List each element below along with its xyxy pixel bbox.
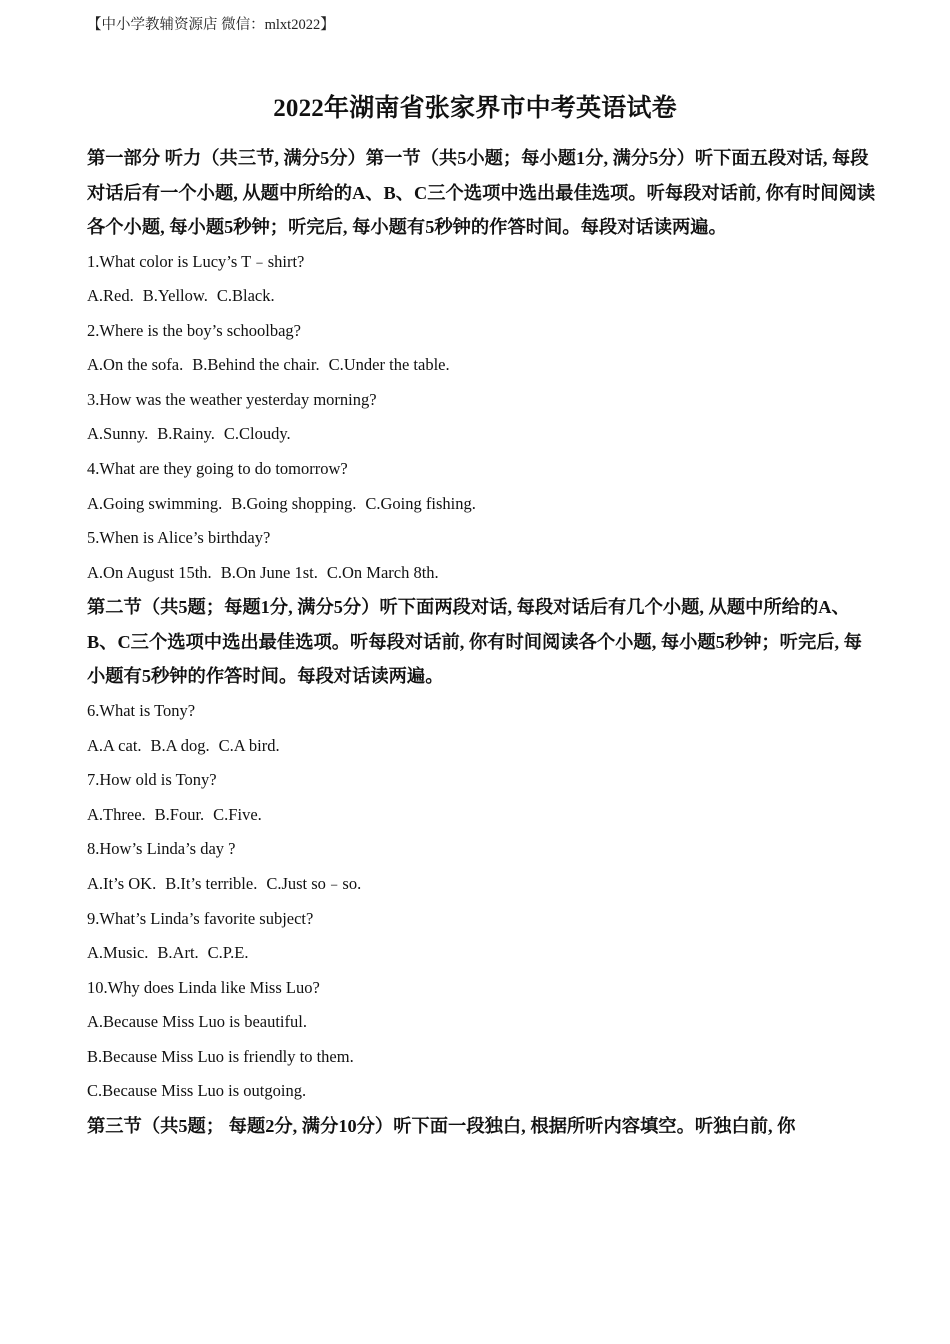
option-a: A.On August 15th. bbox=[87, 562, 212, 582]
option-b: B.Rainy. bbox=[157, 424, 215, 444]
question-5: 5.When is Alice’s birthday? bbox=[87, 528, 271, 548]
option-b: B.A dog. bbox=[150, 735, 210, 755]
option-c: C.Under the table. bbox=[328, 355, 450, 375]
option-a: A.Three. bbox=[87, 804, 146, 824]
option-a: A.It’s OK. bbox=[87, 873, 157, 893]
option-c: C.Just so﹣so. bbox=[266, 873, 362, 893]
option-c: C.Black. bbox=[216, 286, 275, 306]
option-a: A.Red. bbox=[87, 286, 134, 306]
option-a: A.Sunny. bbox=[87, 424, 149, 444]
option-b: B.Behind the chair. bbox=[192, 355, 320, 375]
question-7-options bbox=[87, 798, 877, 833]
question-1-options bbox=[87, 279, 877, 314]
option-b: B.Four. bbox=[154, 804, 205, 824]
option-a: A.Because Miss Luo is beautiful. bbox=[87, 1012, 307, 1032]
question-3: 3.How was the weather yesterday morning? bbox=[87, 389, 377, 409]
question-4-options bbox=[87, 487, 877, 522]
option-c: C.P.E. bbox=[207, 943, 249, 963]
question-7: 7.How old is Tony? bbox=[87, 770, 217, 790]
option-b: B.It’s terrible. bbox=[165, 873, 258, 893]
option-c: C.Because Miss Luo is outgoing. bbox=[87, 1081, 307, 1101]
question-4: 4.What are they going to do tomorrow? bbox=[87, 459, 348, 479]
section-1-heading: 第一部分 听力（共三节, 满分5分）第一节（共5小题；每小题1分, 满分5分）听下面五段对话, 每段对话后有一个小题, 从题中所给的A、B、C三个选项中选出最佳选项。听每段对话前, 你有时间阅读各个小题, 每小题5秒钟；听完后, 每小题有5秒钟的作答时间。每段对话读两遍。 bbox=[87, 148, 876, 237]
question-8-options bbox=[87, 867, 877, 902]
option-b: B.Art. bbox=[157, 943, 199, 963]
question-6: 6.What is Tony? bbox=[87, 700, 196, 720]
question-5-options bbox=[87, 556, 877, 591]
option-a: A.On the sofa. bbox=[87, 355, 184, 375]
option-c: C.Five. bbox=[213, 804, 262, 824]
question-2: 2.Where is the boy’s schoolbag? bbox=[87, 320, 301, 340]
question-2-options bbox=[87, 348, 877, 383]
option-b: B.Yellow. bbox=[142, 286, 208, 306]
page-header: 【中小学教辅资源店 微信：mlxt2022】 bbox=[87, 17, 335, 33]
question-10: 10.Why does Linda like Miss Luo? bbox=[87, 977, 320, 997]
question-9: 9.What’s Linda’s favorite subject? bbox=[87, 908, 314, 928]
option-c: C.Cloudy. bbox=[223, 424, 291, 444]
option-b: B.On June 1st. bbox=[220, 562, 318, 582]
question-1: 1.What color is Lucy’s T﹣shirt? bbox=[87, 251, 305, 271]
question-9-options bbox=[87, 936, 877, 971]
section-3-heading: 第三节（共5题； 每题2分, 满分10分）听下面一段独白, 根据所听内容填空。听独白前, 你 bbox=[87, 1116, 796, 1137]
option-a: A.Music. bbox=[87, 943, 149, 963]
page-title: 2022年湖南省张家界市中考英语试卷 bbox=[273, 95, 677, 122]
option-a: A.Going swimming. bbox=[87, 493, 223, 513]
option-a: A.A cat. bbox=[87, 735, 142, 755]
option-c: C.A bird. bbox=[218, 735, 280, 755]
option-b: B.Because Miss Luo is friendly to them. bbox=[87, 1046, 354, 1066]
option-c: C.Going fishing. bbox=[365, 493, 476, 513]
option-b: B.Going shopping. bbox=[231, 493, 357, 513]
option-c: C.On March 8th. bbox=[326, 562, 439, 582]
question-8: 8.How’s Linda’s day ? bbox=[87, 839, 236, 859]
question-6-options bbox=[87, 729, 877, 764]
exam-content bbox=[87, 141, 877, 1144]
question-3-options bbox=[87, 417, 877, 452]
section-2-heading: 第二节（共5题；每题1分, 满分5分）听下面两段对话, 每段对话后有几个小题, 从题中所给的A、B、C三个选项中选出最佳选项。听每段对话前, 你有时间阅读各个小题, 每小题5秒钟；听完后, 每小题有5秒钟的作答时间。每段对话读两遍。 bbox=[87, 597, 862, 687]
